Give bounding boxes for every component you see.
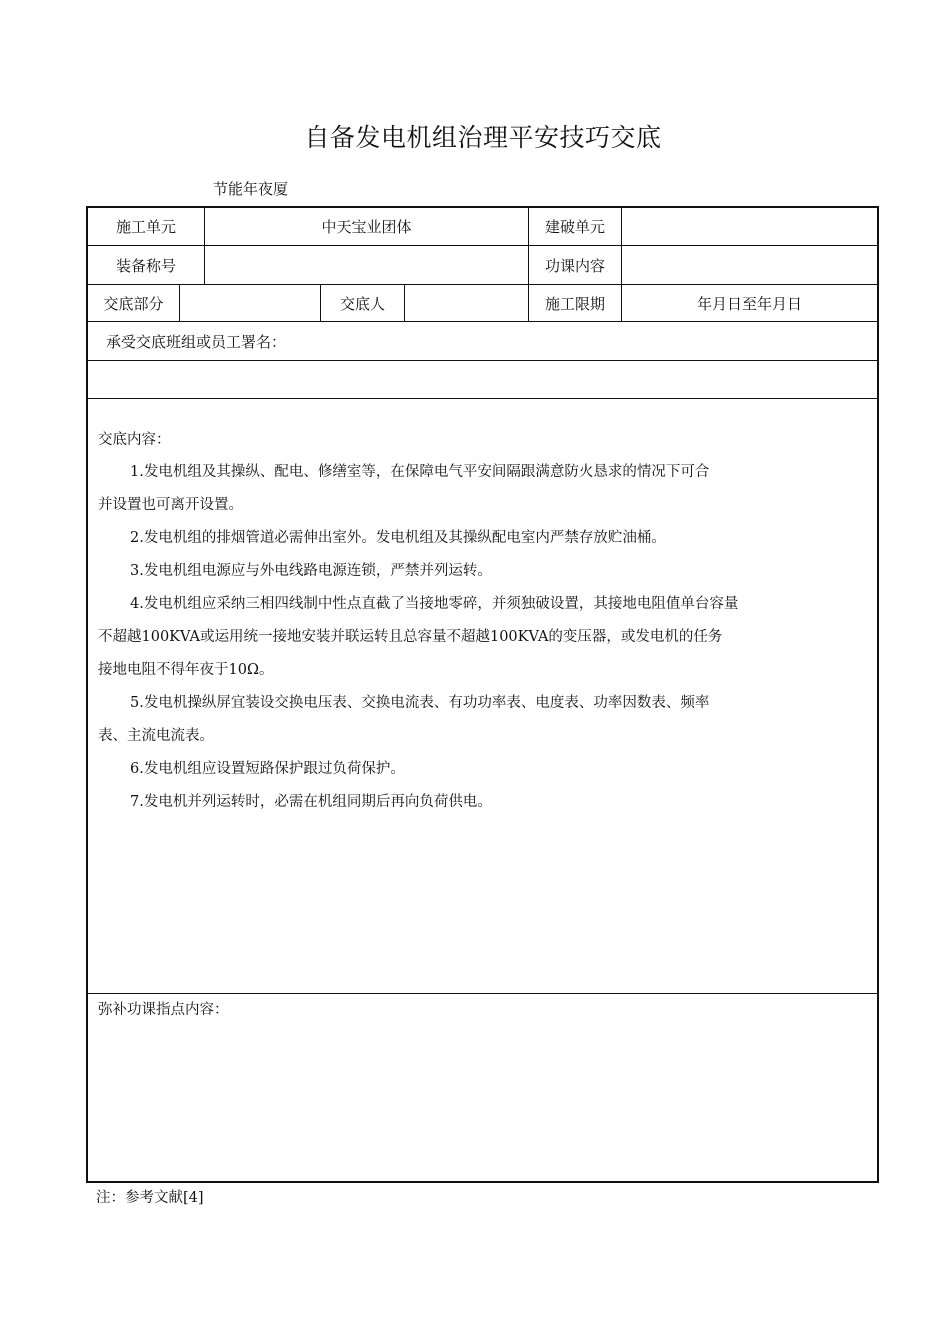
- handover-person-value: [405, 285, 528, 321]
- supplement-heading: 弥补功课指点内容：: [98, 1002, 229, 1018]
- build-unit-value: [622, 208, 877, 245]
- equipment-value: [205, 246, 528, 284]
- content-line: 1.发电机组及其操纵、配电、修缮室等，在保障电气平安间隔跟满意防火恳求的情况下可合: [130, 464, 710, 480]
- content-line: 5.发电机操纵屏宜装设交换电压表、交换电流表、有功功率表、电度表、功率因数表、频率: [130, 695, 710, 711]
- content-line: 并设置也可离开设置。: [98, 497, 243, 513]
- handover-dept-label: 交底部分: [103, 294, 164, 313]
- handover-table: [86, 206, 879, 1183]
- signature-label: 承受交底班组或员工署名：: [106, 332, 287, 351]
- period-label: 施工限期: [544, 294, 605, 313]
- handover-dept-value: [180, 285, 320, 321]
- content-line: 6.发电机组应设置短路保护跟过负荷保护。: [130, 761, 405, 777]
- content-heading: 交底内容：: [98, 432, 171, 448]
- build-unit-label: 建破单元: [544, 218, 605, 236]
- content-line: 不超越100KVA或运用统一接地安装并联运转且总容量不超越100KVA的变压器，或发电机的任务: [98, 629, 723, 645]
- work-content-value: [622, 246, 877, 284]
- footnote: 注：参考文献[4]: [96, 1190, 204, 1206]
- content-line: 7.发电机并列运转时，必需在机组同期后再向负荷供电。: [130, 794, 492, 810]
- construction-unit-value: 中天宝业团体: [321, 218, 412, 236]
- period-value: 年月日至年月日: [696, 294, 802, 313]
- content-line: 表、主流电流表。: [98, 728, 214, 744]
- content-line: 2.发电机组的排烟管道必需伸出室外。发电机组及其操纵配电室内严禁存放贮油桶。: [130, 530, 666, 546]
- handover-person-label: 交底人: [339, 294, 385, 313]
- content-line: 接地电阻不得年夜于10Ω。: [98, 662, 274, 678]
- document-title: 自备发电机组治理平安技巧交底: [304, 123, 662, 152]
- project-name: 节能年夜厦: [213, 180, 289, 198]
- content-line: 3.发电机组电源应与外电线路电源连锁，严禁并列运转。: [130, 563, 492, 579]
- construction-unit-label: 施工单元: [115, 218, 176, 236]
- content-line: 4.发电机组应采纳三相四线制中性点直截了当接地零碎，并须独破设置，其接地电阻值单台容量: [130, 596, 739, 612]
- equipment-label: 装备称号: [115, 256, 176, 275]
- signature-area: [88, 361, 877, 398]
- work-content-label: 功课内容: [544, 256, 605, 275]
